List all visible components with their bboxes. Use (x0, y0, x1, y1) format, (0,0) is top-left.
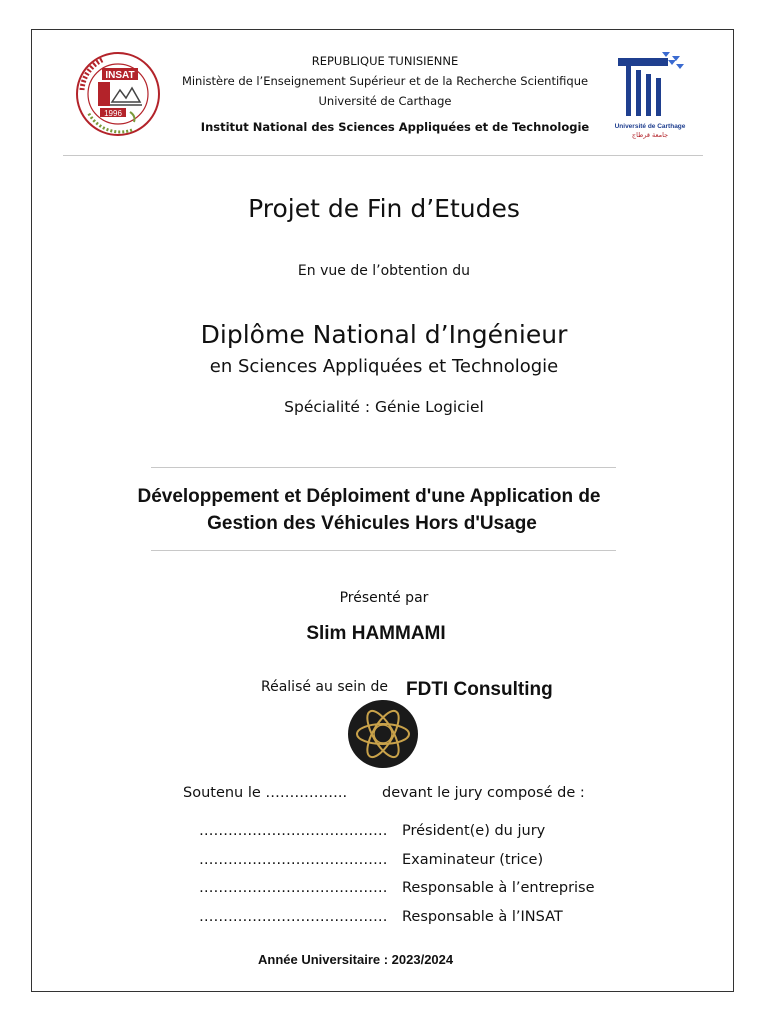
jury-role: Examinateur (trice) (402, 852, 544, 868)
svg-text:جامعة قرطاج: جامعة قرطاج (631, 131, 669, 139)
company-logo (347, 699, 419, 769)
header-divider (63, 155, 703, 156)
presented-by-label: Présenté par (339, 590, 429, 606)
jury-name-placeholder: ………………………………… (199, 823, 388, 839)
header-university: Université de Carthage (318, 94, 452, 108)
jury-name-placeholder: ………………………………… (199, 909, 388, 925)
insat-logo (74, 50, 162, 138)
project-title-line1: Développement et Déploiment d'une Application de (137, 486, 601, 507)
academic-year: Année Universitaire : 2023/2024 (258, 952, 454, 967)
svg-text:1996: 1996 (104, 109, 122, 118)
jury-role: Responsable à l’entreprise (402, 880, 595, 896)
specialty-text: Spécialité : Génie Logiciel (284, 398, 484, 416)
jury-name-placeholder: ………………………………… (199, 852, 388, 868)
title-divider-top (151, 467, 616, 468)
diploma-subtitle: en Sciences Appliquées et Technologie (209, 356, 559, 377)
jury-intro: devant le jury composé de : (382, 785, 585, 801)
defended-on: Soutenu le …………….. (183, 785, 348, 801)
project-title-line2: Gestion des Véhicules Hors d'Usage (207, 513, 537, 534)
jury-role: Président(e) du jury (402, 823, 546, 839)
author-name: Slim HAMMAMI (306, 623, 446, 644)
diploma-title: Diplôme National d’Ingénieur (200, 320, 568, 349)
header-republic: REPUBLIQUE TUNISIENNE (311, 54, 459, 68)
obtention-text: En vue de l’obtention du (297, 263, 471, 279)
jury-role: Responsable à l’INSAT (402, 909, 563, 925)
svg-text:INSAT: INSAT (105, 70, 135, 81)
company-name: FDTI Consulting (406, 679, 553, 700)
page-title: Projet de Fin d’Etudes (248, 194, 520, 223)
title-divider-bottom (151, 550, 616, 551)
svg-text:Université de Carthage: Université de Carthage (614, 123, 686, 130)
jury-name-placeholder: ………………………………… (199, 880, 388, 896)
header-ministry: Ministère de l’Enseignement Supérieur et de la Recherche Scientifique (181, 74, 589, 88)
carthage-logo (614, 48, 690, 144)
realized-in-label: Réalisé au sein de (261, 679, 388, 695)
header-institute: Institut National des Sciences Appliquées et de Technologie (200, 120, 590, 134)
page-border (31, 29, 734, 992)
